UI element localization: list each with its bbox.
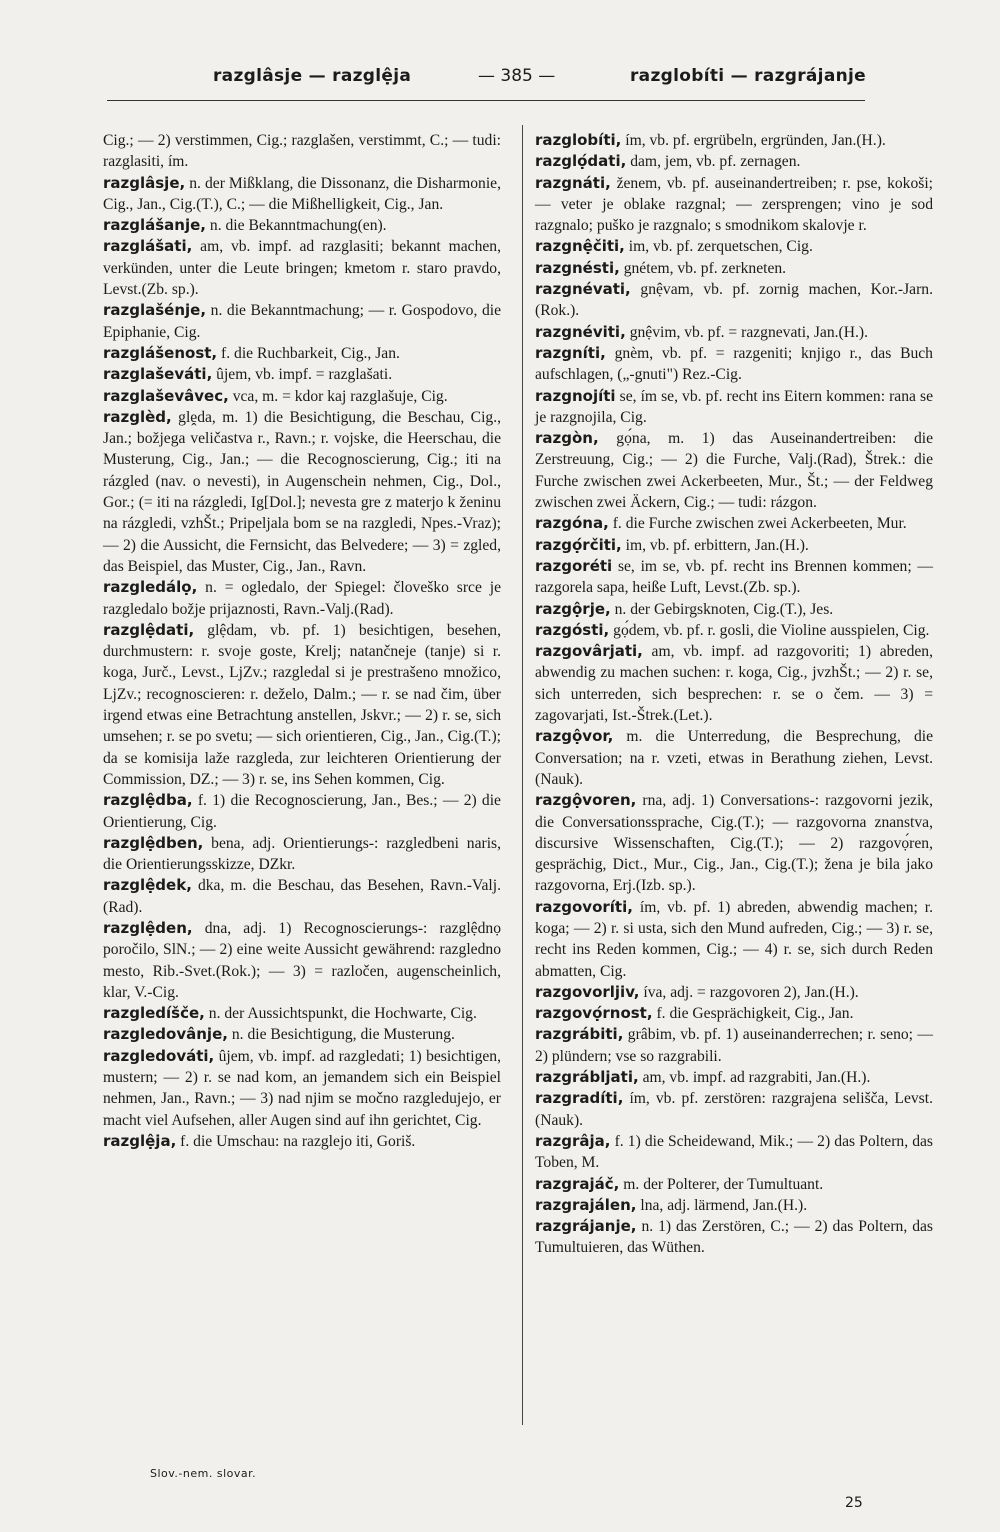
entry-definition: ženem, vb. pf. auseinandertreiben; r. pse, kokoši; — veter je oblake razgnal; — zersprengen; vino je sod razgnalo; puško je razgnalo; s smodnikom skalovje r. — [535, 174, 933, 235]
dictionary-entry — [535, 322, 933, 343]
dictionary-entry — [535, 1174, 933, 1195]
entry-headword: razglášati, — [103, 237, 193, 256]
entry-definition: gọ́na, m. 1) das Auseinandertreiben: die Zerstreuung, Cig.; — 2) die Furche, Valj.(Rad), Štrek.: die Furche zwischen zwei Ackerbeeten, Mur., Št.; — der Feldweg zwischen zwei Äckern, Cig.; — tudi: rázgon. — [535, 430, 933, 512]
entry-definition: rna, adj. 1) Conversations-: razgovorni jezik, die Conversationssprache, Cig.(T.); — razgovorna znanstva, discursive Wissenschaften, Cig.(T.); — 2) razgovọ́ren, gesprächig, Dict., Mur., Cig., Jan., Cig.(T.); žena je bila jako razgovorna, Erj.(Izb. sp.). — [535, 792, 933, 895]
entry-definition: im, vb. pf. erbittern, Jan.(H.). — [625, 536, 809, 554]
entry-headword: razgrâja, — [535, 1131, 611, 1150]
entry-headword: razgradíti, — [535, 1089, 624, 1108]
dictionary-entry — [103, 918, 501, 1003]
dictionary-entry — [535, 1088, 933, 1131]
entry-headword: razgovọ́rnost, — [535, 1004, 653, 1023]
dictionary-entry — [103, 1046, 501, 1131]
entry-definition: dna, adj. 1) Recognoscierungs-: razglệdnọ poročilo, SlN.; — 2) eine weite Aussicht gewährend: razgledno mesto, Rib.-Svet.(Rok.); — 3) = razločen, augenscheinlich, klar, V.-Cig. — [103, 919, 501, 1001]
dictionary-entry — [535, 599, 933, 620]
dictionary-entry — [535, 236, 933, 257]
entry-headword: razgrábiti, — [535, 1025, 624, 1044]
entry-definition: lna, adj. lärmend, Jan.(H.). — [640, 1196, 808, 1214]
dictionary-entry — [103, 173, 501, 216]
entry-headword: razgòn, — [535, 429, 599, 448]
entry-definition: ûjem, vb. impf. = razglašati. — [216, 366, 393, 384]
entry-headword: razgrájanje, — [535, 1217, 637, 1236]
entry-headword: razgnéviti, — [535, 322, 626, 341]
entry-definition: n. die Bekanntmachung; — r. Gospodovo, die Epiphanie, Cig. — [103, 302, 502, 341]
entry-headword: razglệdati, — [103, 620, 195, 639]
entry-definition: am, vb. impf. ad razgrabiti, Jan.(H.). — [642, 1069, 871, 1087]
sheet-mark: 25 — [845, 1495, 863, 1511]
dictionary-entry — [103, 620, 501, 790]
entry-definition: f. die Ruchbarkeit, Cig., Jan. — [221, 344, 400, 362]
dictionary-entry — [103, 1024, 501, 1045]
entry-definition: n. = ogledalo, der Spiegel: človeško srce je razgledalo božje prijaznosti, Ravn.-Valj.(Rad). — [103, 579, 501, 618]
entry-definition: f. 1) die Scheidewand, Mik.; — 2) das Poltern, das Toben, M. — [535, 1132, 933, 1172]
entry-definition: gnèm, vb. pf. = razgeniti; knjigo r., das Buch aufschlagen, („-gnuti") Rez.-Cig. — [535, 344, 933, 384]
dictionary-entry — [103, 407, 501, 577]
entry-headword: razgledíšče, — [103, 1004, 205, 1023]
entry-headword: razglaševâvec, — [103, 386, 229, 405]
entry-definition: ím, vb. pf. 1) abreden, abwendig machen; r. koga; — 2) r. si usta, sich den Mund aufreden, Cig.; — 3) r. se, recht ins Reden kommen, Cig.; — 4) r. se, sich durch Reden abmatten, Cig. — [535, 898, 933, 980]
dictionary-entry — [535, 1131, 933, 1174]
dictionary-entry — [535, 258, 933, 279]
header-left-guideword: razglâsje — razglệja — [213, 66, 412, 86]
column-divider — [522, 125, 523, 1425]
dictionary-entry — [103, 236, 501, 300]
entry-definition: bena, adj. Orientierungs-: razgledbeni naris, die Orientierungsskizze, DZkr. — [103, 834, 501, 874]
header-right-guideword: razglobíti — razgrájanje — [630, 66, 866, 86]
entry-headword: razgnáti, — [535, 173, 611, 192]
entry-headword: razgovârjati, — [535, 642, 643, 661]
dictionary-entry — [103, 300, 501, 343]
entry-headword: razglaševáti, — [103, 365, 213, 384]
entry-headword: razglášanje, — [103, 216, 206, 235]
entry-definition: grâbim, vb. pf. 1) auseinanderrechen; r. seno; — 2) plündern; vse so razgrabili. — [535, 1026, 933, 1065]
entry-headword: razgnệčiti, — [535, 237, 625, 256]
entry-headword: razgnojíti — [535, 386, 616, 405]
entry-definition: f. die Gesprächigkeit, Cig., Jan. — [656, 1005, 854, 1023]
entry-headword: razglobíti, — [535, 131, 622, 149]
entry-headword: razgledovânje, — [103, 1025, 228, 1044]
entry-definition: se, im se, vb. pf. recht ins Brennen kommen; — razgorela sapa, heiße Luft, Levst.(Zb. sp.). — [535, 557, 933, 597]
entry-definition: íva, adj. = razgovoren 2), Jan.(H.). — [643, 983, 859, 1001]
entry-definition: n. der Mißklang, die Dissonanz, die Disharmonie, Cig., Jan., Cig.(T.), C.; — die Mißhelligkeit, Cig., Jan. — [103, 174, 501, 213]
entry-definition: gọ́dem, vb. pf. r. gosli, die Violine ausspielen, Cig. — [613, 621, 930, 639]
dictionary-entry — [535, 1216, 933, 1259]
entry-headword: razgledálọ, — [103, 578, 198, 597]
entry-definition: dka, m. die Beschau, das Besehen, Ravn.-Valj.(Rad). — [103, 877, 501, 916]
header-rule — [107, 100, 865, 101]
entry-headword: razglệdben, — [103, 833, 204, 852]
entry-headword: razglâsje, — [103, 173, 186, 192]
entry-definition: f. 1) die Recognoscierung, Jan., Bes.; — 2) die Orientierung, Cig. — [103, 792, 501, 831]
right-column — [535, 130, 933, 1259]
entry-headword: razgníti, — [535, 343, 606, 362]
dictionary-entry — [535, 130, 933, 151]
entry-headword: razgnésti, — [535, 258, 620, 277]
entry-headword: razgledováti, — [103, 1046, 215, 1065]
dictionary-entry — [535, 279, 933, 322]
entry-headword: razglášenost, — [103, 343, 218, 362]
dictionary-entry — [103, 1131, 501, 1152]
dictionary-entry — [103, 577, 501, 620]
entry-definition: ím, vb. pf. zerstören: razgrajena selišča, Levst.(Nauk). — [535, 1090, 933, 1129]
entry-definition: im, vb. pf. zerquetschen, Cig. — [628, 238, 813, 256]
entry-headword: razgnévati, — [535, 280, 631, 299]
entry-definition: n. der Gebirgsknoten, Cig.(T.), Jes. — [614, 600, 834, 618]
dictionary-entry — [535, 726, 933, 790]
entry-headword: razglệdek, — [103, 876, 192, 895]
entry-definition: am, vb. impf. ad razgovoriti; 1) abreden, abwendig zu machen suchen: r. koga, Cig., jvzhŠt.; — 2) r. se, sich unterreden, sich besprechen: r. se o čem. — 3) = zagovarjati, Ist.-Štrek.(Let.). — [535, 643, 933, 725]
dictionary-entry — [103, 386, 501, 407]
entry-definition: m. die Unterredung, die Besprechung, die Conversation; na r. vzeti, etwas in Berathung ziehen, Levst.(Nauk). — [535, 728, 933, 788]
entry-definition: Cig.; — 2) verstimmen, Cig.; razglašen, verstimmt, C.; — tudi: razglasiti, ím. — [103, 132, 501, 171]
dictionary-entry — [535, 1024, 933, 1067]
entry-headword: razgovorljiv, — [535, 982, 640, 1001]
dictionary-entry — [535, 982, 933, 1003]
entry-headword: razgóna, — [535, 514, 609, 533]
entry-definition: gnétem, vb. pf. zerkneten. — [623, 259, 787, 277]
dictionary-entry — [103, 790, 501, 833]
entry-definition: se, ím se, vb. pf. recht ins Eitern kommen: rana se je razgnojila, Cig. — [535, 387, 933, 426]
entry-headword: razgósti, — [535, 620, 610, 639]
dictionary-entry — [103, 364, 501, 385]
entry-definition: glệdam, vb. pf. 1) besichtigen, besehen, durchmustern: r. svoje goste, Krelj; natančneje (tanje) si r. koga, Jurč., Levst., LjZv.; razgledal si je prestrašeno množico, LjZv.; recognoscieren: r. deželo, Dalm.; — r. se nad čim, über irgend etwas eine Betrachtung anstellen, Jskvr.; — 2) r. se, sich umsehen; r. se po svetu; — sich orientieren, Cig., Jan., Cig.(T.); da se komisija laže razgleda, zur leichteren Orientierung der Commission, DZ.; — 3) r. se, ins Sehen kommen, Cig. — [103, 621, 501, 788]
dictionary-entry — [103, 130, 501, 173]
entry-definition: ím, vb. pf. ergrübeln, ergründen, Jan.(H.). — [625, 132, 886, 149]
entry-headword: razglọ́dati, — [535, 152, 627, 171]
entry-headword: razgrajáč, — [535, 1174, 620, 1193]
entry-definition: m. der Polterer, der Tumultuant. — [623, 1175, 824, 1193]
entry-headword: razglašénje, — [103, 301, 207, 320]
entry-definition: am, vb. impf. ad razglasiti; bekannt machen, verkünden, unter die Leute bringen; kmetom r. staro pravdo, Levst.(Zb. sp.). — [103, 238, 501, 299]
dictionary-entry — [535, 897, 933, 982]
dictionary-entry — [535, 173, 933, 237]
dictionary-entry — [103, 1003, 501, 1024]
dictionary-entry — [103, 833, 501, 876]
dictionary-entry — [535, 151, 933, 172]
entry-headword: razgọ́rčiti, — [535, 535, 622, 554]
entry-headword: razgộrje, — [535, 599, 611, 618]
entry-headword: razgộvor, — [535, 727, 614, 746]
entry-headword: razgrajálen, — [535, 1195, 637, 1214]
page-header — [0, 66, 1000, 100]
entry-definition: n. 1) das Zerstören, C.; — 2) das Poltern, das Tumultuieren, das Wüthen. — [535, 1218, 933, 1257]
entry-headword: razgrábljati, — [535, 1068, 639, 1087]
dictionary-entry — [535, 428, 933, 513]
dictionary-entry — [103, 875, 501, 918]
entry-definition: n. der Aussichtspunkt, die Hochwarte, Cig. — [208, 1005, 477, 1023]
dictionary-entry — [535, 641, 933, 726]
entry-definition: n. die Besichtigung, die Musterung. — [231, 1026, 455, 1044]
dictionary-entry — [535, 535, 933, 556]
entry-headword: razglệdba, — [103, 791, 193, 810]
entry-definition: f. die Furche zwischen zwei Ackerbeeten, Mur. — [612, 515, 907, 533]
dictionary-entry — [535, 1195, 933, 1216]
entry-definition: ûjem, vb. impf. ad razgledati; 1) besichtigen, mustern; — 2) r. se nad kom, an jemandem sich ein Beispiel nehmen, Jan., Ravn.; — 3) nad njim se močno razgledujejo, er macht viel Aufsehen, aller Augen sind auf ihn gerichtet, Cig. — [103, 1047, 501, 1129]
dictionary-entry — [535, 556, 933, 599]
entry-definition: glḙda, m. 1) die Besichtigung, die Beschau, Cig., Jan.; božjega veličastva r., Ravn.; r. vojske, die Heerschau, die Musterung, Cig., Jan.; — die Recognoscierung, Cig.; iti na rázgled (nav. o nevesti), in Augenschein nehmen, Cig., Dol., Gor.; (= iti na rázgledi, Ig[Dol.]; nevesta gre z materjo k ženinu na rázgledi, vzhŠt.; Pripeljala bom se na razgledi, Npes.-Vraz); — 2) die Aussicht, die Fernsicht, das Belvedere; — 3) = zgled, das Beispiel, das Muster, Cig., Jan., Ravn. — [103, 408, 501, 575]
dictionary-entry — [535, 1003, 933, 1024]
entry-headword: razglèd, — [103, 407, 172, 426]
dictionary-entry — [535, 513, 933, 534]
dictionary-entry — [103, 343, 501, 364]
dictionary-entry — [103, 215, 501, 236]
footer-signature: Slov.-nem. slovar. — [150, 1467, 257, 1480]
entry-definition: vca, m. = kdor kaj razglašuje, Cig. — [232, 387, 448, 405]
entry-headword: razgoréti — [535, 556, 613, 575]
dictionary-entry — [535, 1067, 933, 1088]
entry-headword: razgộvoren, — [535, 791, 637, 810]
entry-definition: f. die Umschau: na razglejo iti, Goriš. — [180, 1132, 416, 1150]
page-number: — 385 — — [478, 66, 556, 86]
dictionary-entry — [535, 620, 933, 641]
entry-headword: razglệden, — [103, 918, 193, 937]
entry-definition: n. die Bekanntmachung(en). — [209, 217, 387, 235]
entry-headword: razglệja, — [103, 1131, 177, 1150]
entry-definition: gnệvam, vb. pf. zornig machen, Kor.-Jarn.(Rok.). — [535, 281, 933, 320]
entry-definition: dam, jem, vb. pf. zernagen. — [630, 153, 801, 171]
left-column — [103, 130, 501, 1152]
dictionary-entry — [535, 386, 933, 429]
entry-headword: razgovoríti, — [535, 897, 633, 916]
dictionary-entry — [535, 343, 933, 386]
dictionary-entry — [535, 790, 933, 896]
entry-definition: gnệvim, vb. pf. = razgnevati, Jan.(H.). — [629, 323, 868, 341]
